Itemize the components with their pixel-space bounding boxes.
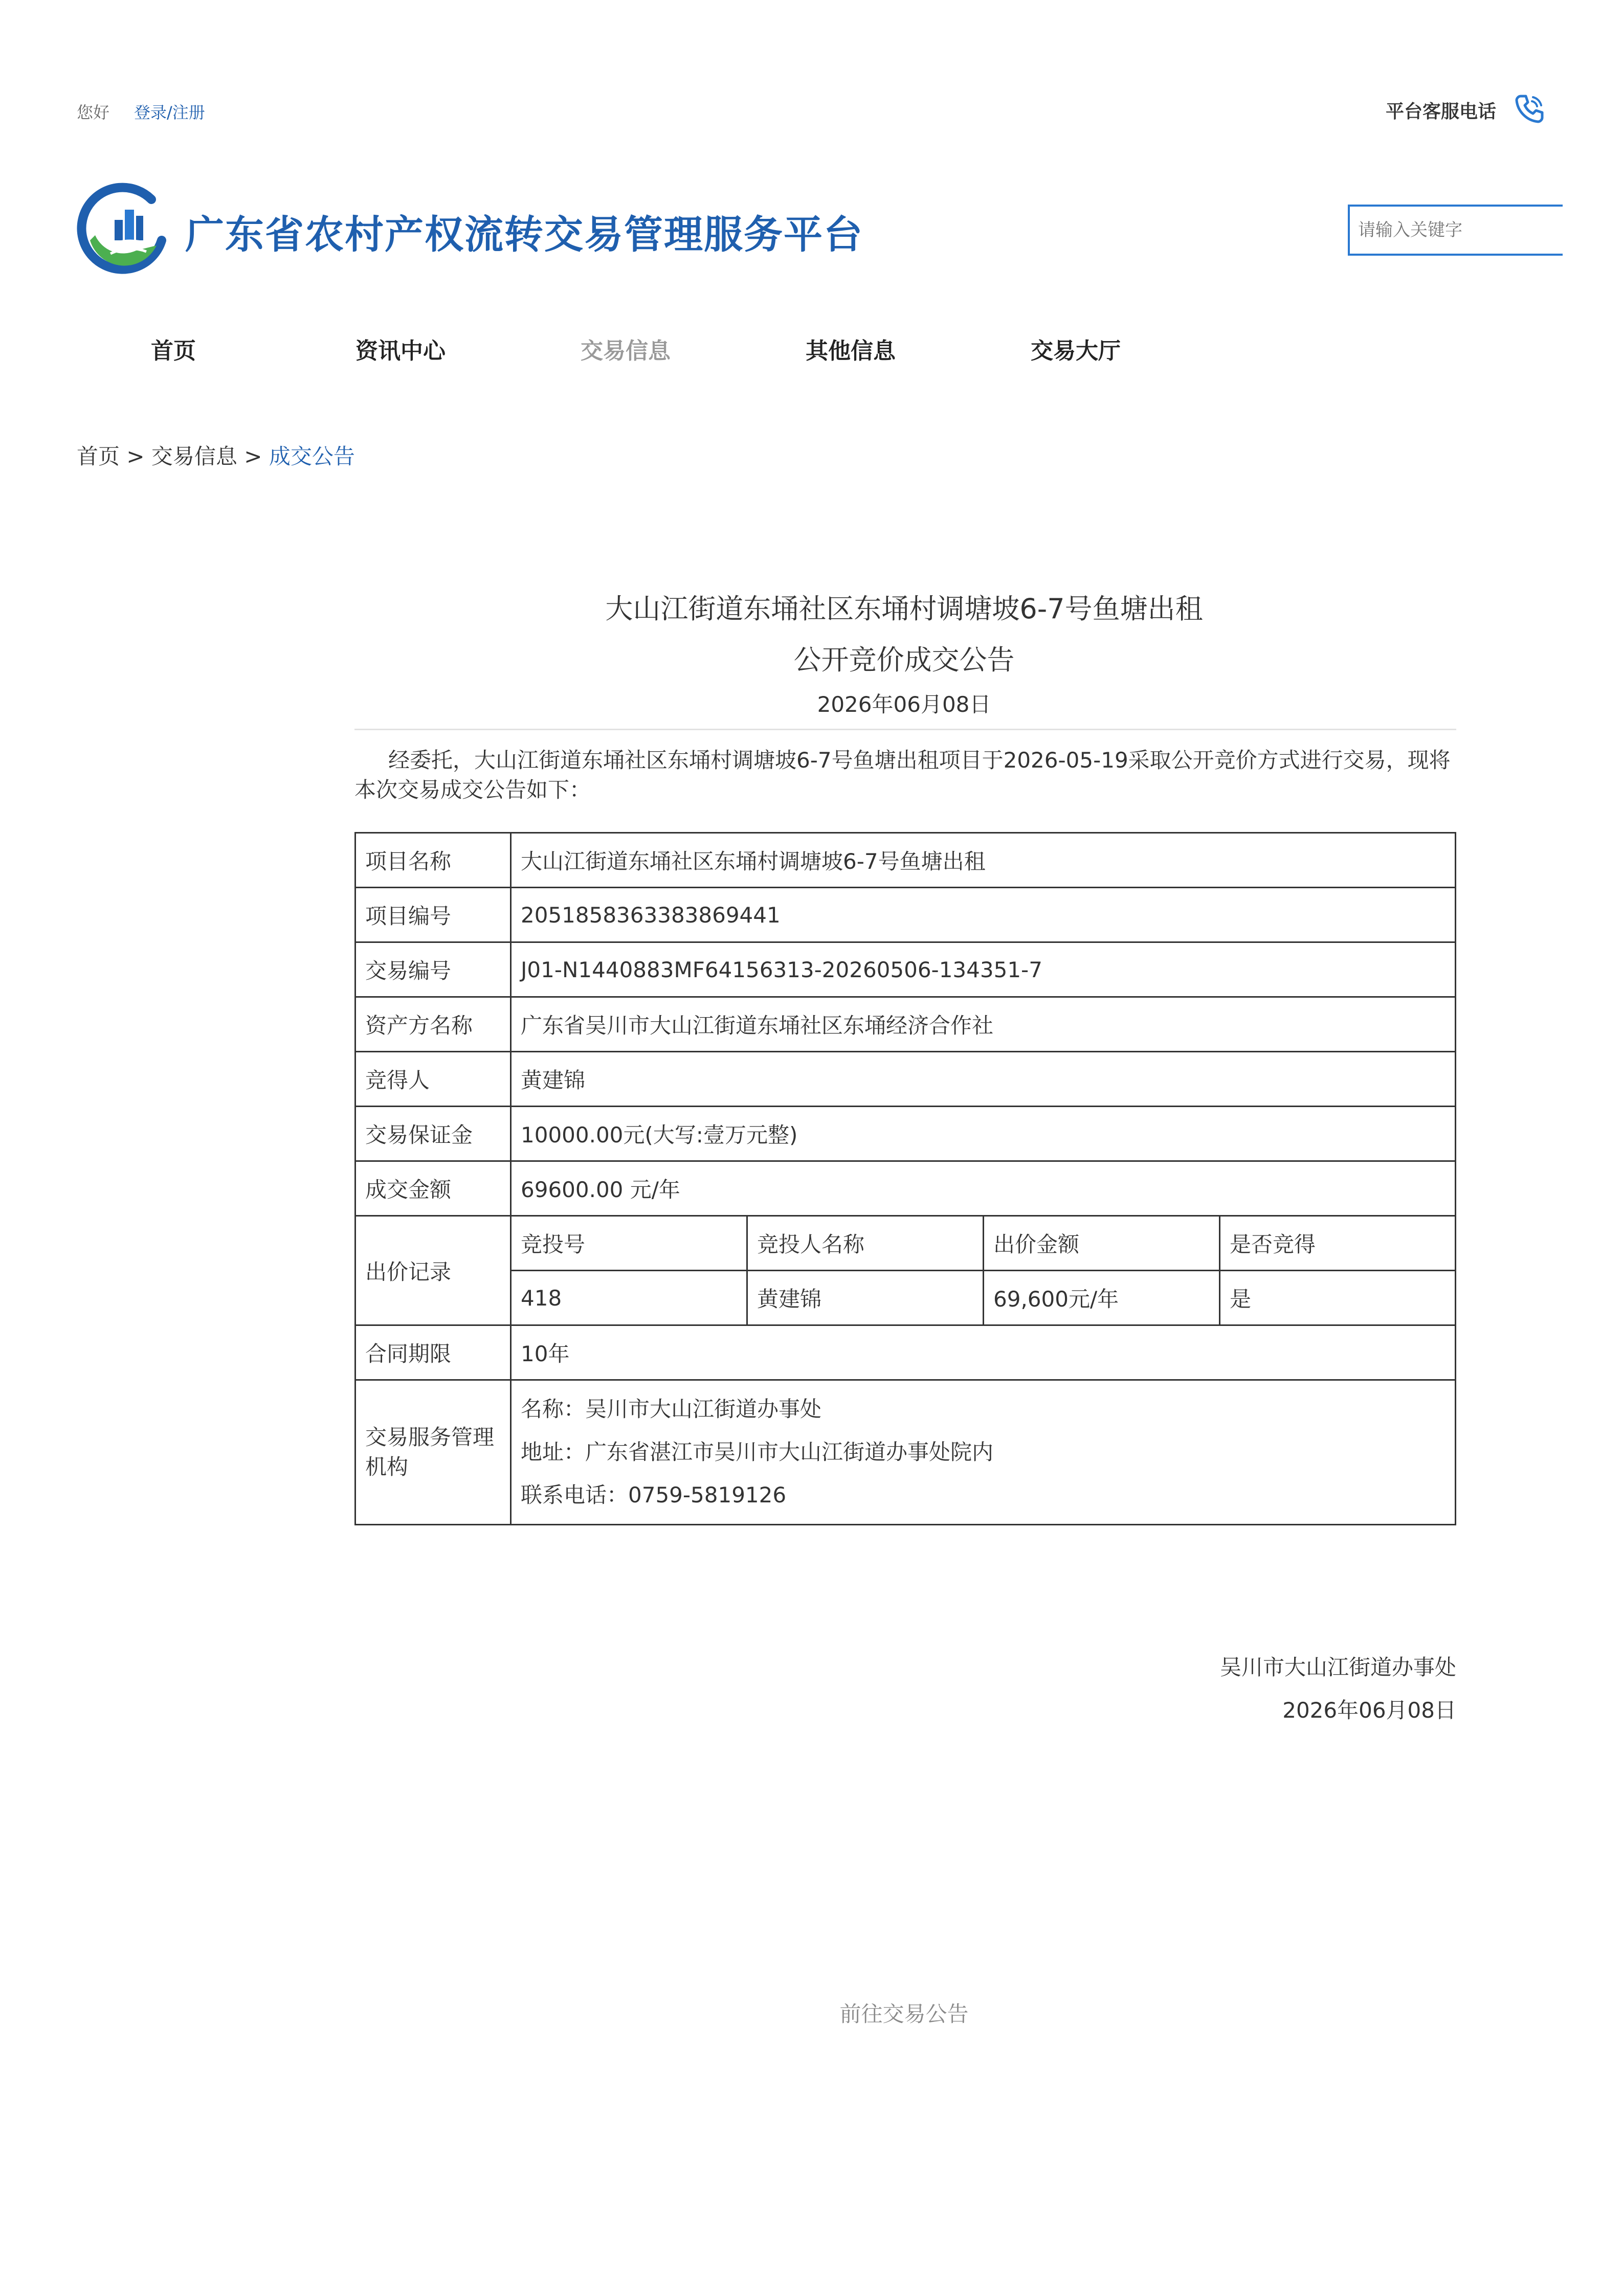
greeting-text: 您好 <box>77 103 110 122</box>
table-row <box>355 888 1456 942</box>
table-row <box>355 833 1456 888</box>
bid-cell: 69,600元/年 <box>984 1271 1220 1325</box>
row-value: 69600.00 元/年 <box>511 1161 1456 1216</box>
breadcrumb-home[interactable]: 首页 <box>77 444 120 469</box>
bid-cell: 是 <box>1220 1271 1456 1325</box>
login-register-link[interactable]: 登录/注册 <box>134 103 205 122</box>
table-row <box>355 1107 1456 1161</box>
table-row <box>355 942 1456 997</box>
nav-home[interactable]: 首页 <box>151 338 196 364</box>
bid-cell: 418 <box>511 1271 747 1325</box>
bid-cell: 黄建锦 <box>747 1271 984 1325</box>
nav-other-info[interactable]: 其他信息 <box>806 338 896 364</box>
notice-title-line2: 公开竞价成交公告 <box>793 644 1015 676</box>
row-value: 大山江街道东埇社区东埇村调塘坡6-7号鱼塘出租 <box>511 833 1456 888</box>
row-value: 10年 <box>511 1325 1456 1380</box>
row-label: 资产方名称 <box>355 997 511 1052</box>
table-row <box>355 1325 1456 1380</box>
table-row <box>355 1052 1456 1107</box>
table-row <box>355 997 1456 1052</box>
nav-trade-hall[interactable]: 交易大厅 <box>1031 338 1121 364</box>
row-value: 广东省吴川市大山江街道东埇社区东埇经济合作社 <box>511 997 1456 1052</box>
signature-date: 2026年06月08日 <box>1282 1698 1456 1723</box>
breadcrumb-section[interactable]: 交易信息 <box>151 444 237 469</box>
search-input[interactable] <box>1348 205 1563 256</box>
row-label: 交易保证金 <box>355 1107 511 1161</box>
phone-icon[interactable] <box>1514 92 1546 125</box>
breadcrumb-separator: > <box>120 444 151 469</box>
nav-news-center[interactable]: 资讯中心 <box>355 338 446 364</box>
nav-trade-info[interactable]: 交易信息 <box>581 338 671 364</box>
table-row <box>355 1161 1456 1216</box>
breadcrumb <box>77 440 355 470</box>
notice-intro: 经委托，大山江街道东埇社区东埇村调塘坡6-7号鱼塘出租项目于2026-05-19采取公开竞价方式进行交易，现将本次交易成交公告如下： <box>354 748 1451 802</box>
row-label: 项目编号 <box>355 888 511 942</box>
main-nav <box>77 332 1151 363</box>
table-row <box>355 1380 1456 1525</box>
row-label: 竞得人 <box>355 1052 511 1107</box>
agency-info <box>511 1380 1456 1525</box>
agency-name: 名称：吴川市大山江街道办事处 <box>521 1397 822 1422</box>
platform-logo-icon[interactable] <box>75 179 172 276</box>
bid-record-header-row <box>355 1216 1456 1271</box>
row-value: 2051858363383869441 <box>511 888 1456 942</box>
row-label: 交易服务管理机构 <box>355 1380 511 1525</box>
bid-header-cell: 是否竞得 <box>1220 1216 1456 1271</box>
row-value: 黄建锦 <box>511 1052 1456 1107</box>
site-title: 广东省农村产权流转交易管理服务平台 <box>185 212 863 257</box>
notice-title-line1: 大山江街道东埇社区东埇村调塘坡6-7号鱼塘出租 <box>605 593 1203 625</box>
result-table <box>354 832 1456 1525</box>
signature-org: 吴川市大山江街道办事处 <box>1219 1655 1456 1680</box>
row-value: J01-N1440883MF64156313-20260506-134351-7 <box>511 942 1456 997</box>
row-label: 合同期限 <box>355 1325 511 1380</box>
row-label: 出价记录 <box>355 1216 511 1325</box>
notice-date: 2026年06月08日 <box>817 692 991 717</box>
breadcrumb-current: 成交公告 <box>269 444 355 469</box>
agency-address: 地址：广东省湛江市吴川市大山江街道办事处院内 <box>521 1439 994 1465</box>
bid-header-cell: 出价金额 <box>984 1216 1220 1271</box>
bid-header-cell: 竞投人名称 <box>747 1216 984 1271</box>
row-value: 10000.00元(大写:壹万元整) <box>511 1107 1456 1161</box>
row-label: 成交金额 <box>355 1161 511 1216</box>
bid-header-cell: 竞投号 <box>511 1216 747 1271</box>
row-label: 项目名称 <box>355 833 511 888</box>
row-label: 交易编号 <box>355 942 511 997</box>
breadcrumb-separator: > <box>237 444 269 469</box>
bid-record-row <box>355 1271 1456 1325</box>
goto-trade-notices-link[interactable]: 前往交易公告 <box>839 2001 969 2027</box>
divider <box>354 729 1456 730</box>
agency-phone: 联系电话：0759-5819126 <box>521 1482 787 1507</box>
hotline-label: 平台客服电话 <box>1385 101 1496 122</box>
